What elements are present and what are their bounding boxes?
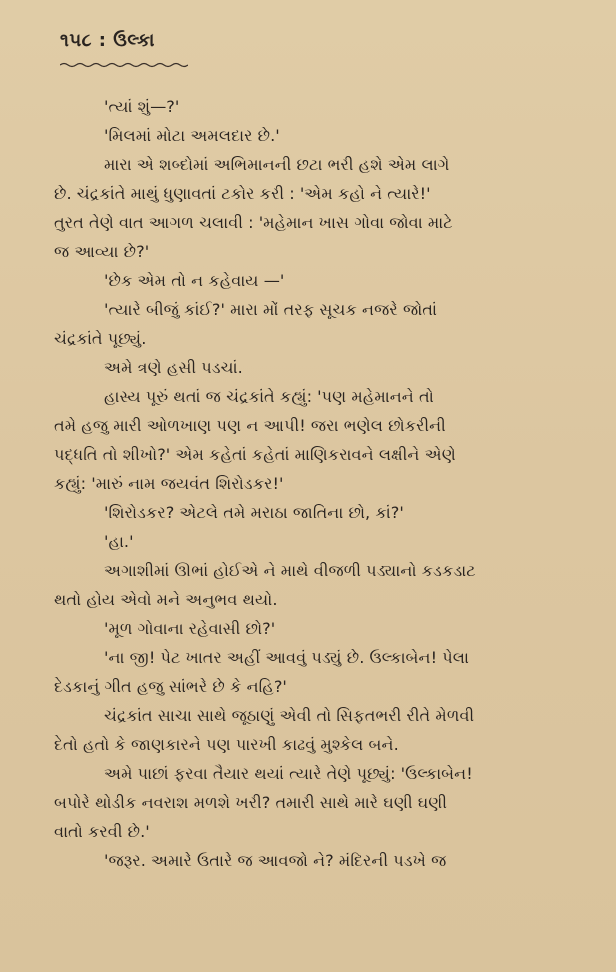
text-line: 'મૂળ ગોવાના રહેવાસી છો?' xyxy=(104,619,276,638)
text-line: 'ના જી! પેટ ખાતર અહીં આવવું પડ્યું છે. ઉલ્કાબેન! પેલા xyxy=(104,648,469,667)
text-line: તુરત તેણે વાત આગળ ચલાવી : 'મહેમાન ખાસ ગોવા જોવા માટે xyxy=(54,213,453,232)
text-line: હાસ્ય પૂરું થતાં જ ચંદ્રકાંતે કહ્યું: 'પણ મહેમાનને તો xyxy=(104,387,434,406)
text-line: જ આવ્યા છે?' xyxy=(54,242,150,261)
paragraph xyxy=(54,614,574,643)
text-line: 'જરૂર. અમારે ઉતારે જ આવજો ને? મંદિરની પડખે જ xyxy=(104,851,447,870)
text-line: ચંદ્રકાંતે પૂછ્યું. xyxy=(54,329,147,348)
paragraph xyxy=(54,121,574,150)
text-line: 'ત્યારે બીજું કાંઈ?' મારા મોં તરફ સૂચક નજરે જોતાં xyxy=(104,300,438,319)
body-text xyxy=(54,92,574,875)
text-line: પદ્ધતિ તો શીખો?' એમ કહેતાં કહેતાં માણિકરાવને લક્ષીને એણે xyxy=(54,445,456,464)
paragraph xyxy=(54,846,574,875)
text-line: 'મિલમાં મોટા અમલદાર છે.' xyxy=(104,126,280,145)
paragraph xyxy=(54,295,574,353)
paragraph xyxy=(54,643,574,701)
text-line: 'હા.' xyxy=(104,532,134,551)
text-line: છે. ચંદ્રકાંતે માથું ધુણાવતાં ટકોર કરી : 'એમ કહો ને ત્યારે!' xyxy=(54,184,431,203)
text-line: 'શિરોડકર? એટલે તમે મરાઠા જાતિના છો, કાં?' xyxy=(104,503,404,522)
header-wavy-rule xyxy=(60,62,188,68)
text-line: તમે હજુ મારી ઓળખાણ પણ ન આપી! જરા ભણેલ છોકરીની xyxy=(54,416,446,435)
paragraph xyxy=(54,498,574,527)
text-line: વાતો કરવી છે.' xyxy=(54,822,150,841)
text-line: ચંદ્રકાંત સાચા સાથે જૂઠાણું એવી તો સિફતભરી રીતે મેળવી xyxy=(104,706,475,725)
text-line: દેતો હતો કે જાણકારને પણ પારખી કાઢવું મુશ્કેલ બને. xyxy=(54,735,399,754)
paragraph xyxy=(54,266,574,295)
text-line: મારા એ શબ્દોમાં અભિમાનની છટા ભરી હશે એમ લાગે xyxy=(104,155,450,174)
text-line: 'ત્યાં શું—?' xyxy=(104,97,180,116)
paragraph xyxy=(54,556,574,614)
text-line: અમે ત્રણે હસી પડચાં. xyxy=(104,358,243,377)
text-line: બપોરે થોડીક નવરાશ મળશે ખરી? તમારી સાથે મારે ઘણી ઘણી xyxy=(54,793,448,812)
text-line: દેડકાનું ગીત હજુ સાંભરે છે કે નહિ?' xyxy=(54,677,287,696)
text-line: કહ્યું: 'મારું નામ જયવંત શિરોડકર!' xyxy=(54,474,284,493)
text-line: 'છેક એમ તો ન કહેવાય —' xyxy=(104,271,285,290)
paragraph xyxy=(54,92,574,121)
text-line: થતો હોય એવો મને અનુભવ થયો. xyxy=(54,590,278,609)
paragraph xyxy=(54,150,574,266)
paragraph xyxy=(54,759,574,846)
text-line: અમે પાછાં ફરવા તૈયાર થયાં ત્યારે તેણે પૂછ્યું: 'ઉલ્કાબેન! xyxy=(104,764,473,783)
text-line: અગાશીમાં ઊભાં હોઈએ ને માથે વીજળી પડ્યાનો કડકડાટ xyxy=(104,561,476,580)
paragraph xyxy=(54,701,574,759)
paragraph xyxy=(54,382,574,498)
paragraph xyxy=(54,527,574,556)
paragraph xyxy=(54,353,574,382)
page-header: ૧૫૮ : ઉલ્કા xyxy=(60,30,155,51)
